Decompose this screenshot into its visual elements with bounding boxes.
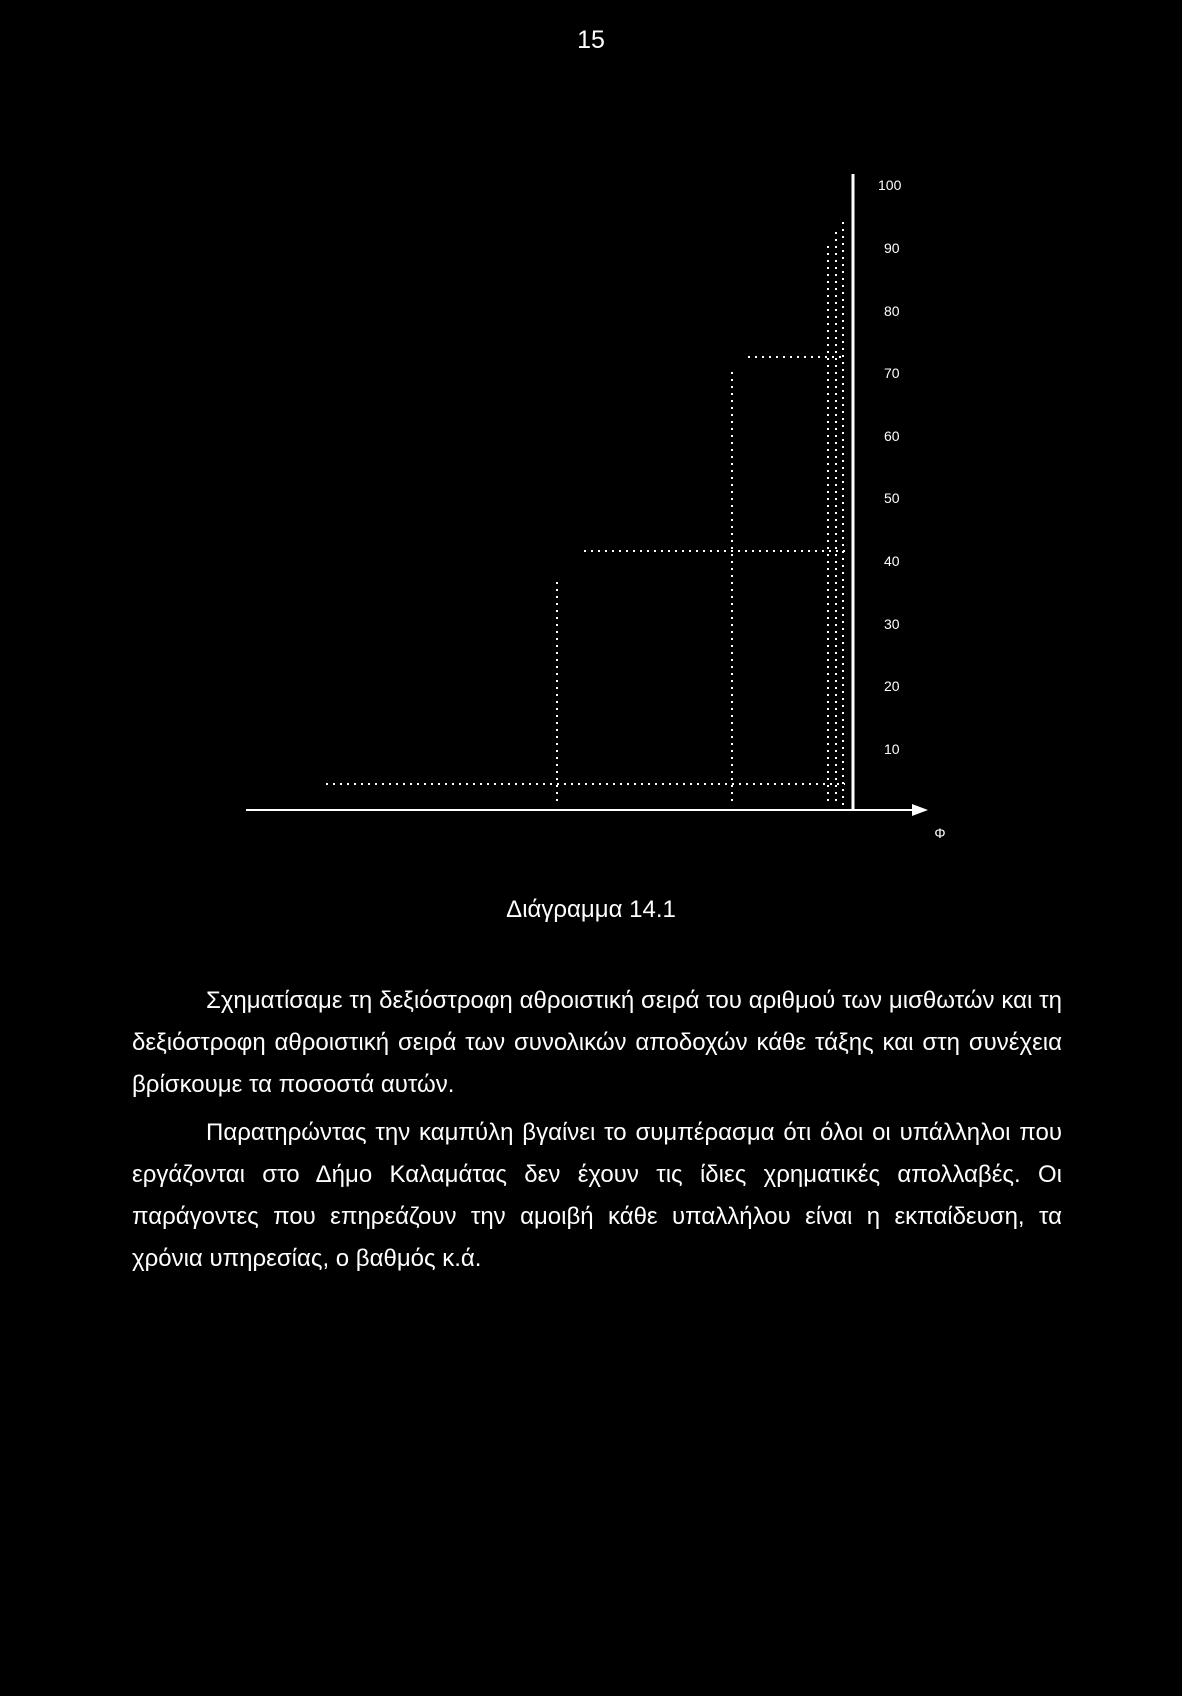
paragraph: Σχηματίσαμε τη δεξιόστροφη αθροιστική σειρά του αριθμού των μισθωτών και τη δεξιόστροφη αθροιστική σειρά των συνολικών αποδοχών κάθε τάξης και στη συνέχεια βρίσκουμε τα ποσοστά αυτών. <box>132 987 1062 1098</box>
y-tick-label: 60 <box>884 428 900 444</box>
diagram-caption: Διάγραμμα 14.1 <box>506 896 676 923</box>
paragraph: Παρατηρώντας την καμπύλη βγαίνει το συμπέρασμα ότι όλοι οι υπάλληλοι που εργάζονται στο Δήμο Καλαμάτας δεν έχουν τις ίδιες χρηματικές απολλαβές. Οι παράγοντες που επηρεάζουν την αμοιβή κάθε υπαλλήλου είναι η εκπαίδευση, τα χρόνια υπηρεσίας, ο βαθμός κ.ά. <box>132 1119 1062 1272</box>
y-tick-label: 40 <box>884 553 900 569</box>
page-number: 15 <box>577 26 605 54</box>
y-tick-label: 20 <box>884 678 900 694</box>
x-axis-arrow <box>912 804 928 816</box>
y-tick-label: 50 <box>884 490 900 506</box>
dotted-steps <box>326 222 845 806</box>
y-tick-label: 80 <box>884 303 900 319</box>
y-tick-label: 10 <box>884 741 900 757</box>
y-tick-label: 70 <box>884 365 900 381</box>
y-tick-label: 30 <box>884 616 900 632</box>
x-axis-label: Φ <box>934 825 946 841</box>
y-tick-label: 90 <box>884 240 900 256</box>
y-tick-label: 100 <box>878 177 902 193</box>
